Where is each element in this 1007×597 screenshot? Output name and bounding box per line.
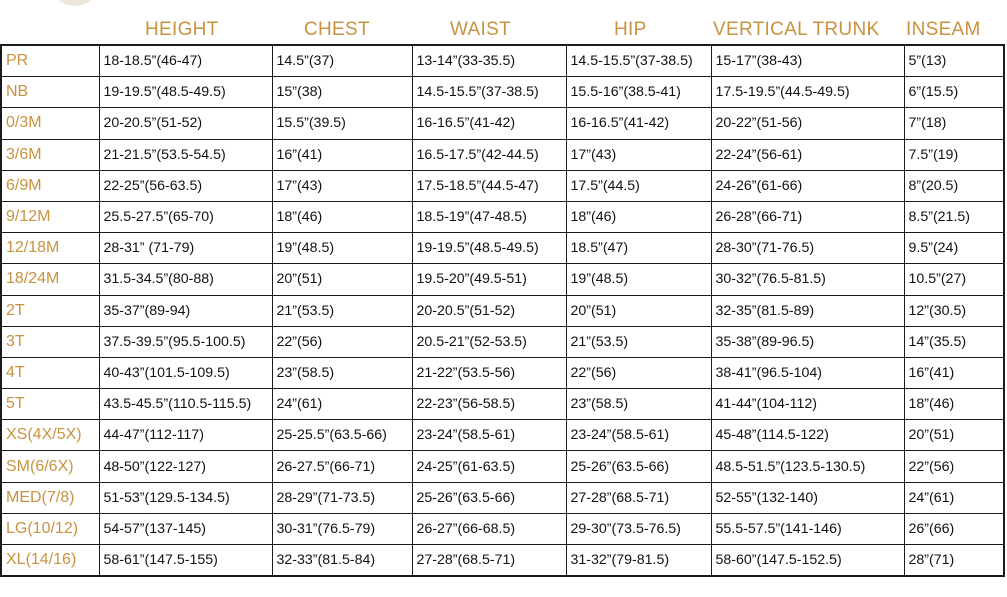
size-label: 2T [1, 295, 99, 326]
cell-waist: 14.5-15.5”(37-38.5) [412, 77, 566, 108]
cell-vertical-trunk: 48.5-51.5”(123.5-130.5) [711, 451, 904, 482]
header-height: HEIGHT [145, 19, 219, 40]
header-vertical-trunk: VERTICAL TRUNK [713, 19, 880, 40]
table-row [1, 326, 1004, 357]
table-row [1, 513, 1004, 544]
cell-vertical-trunk: 41-44”(104-112) [711, 389, 904, 420]
cell-chest: 17”(43) [272, 170, 412, 201]
cell-chest: 15.5”(39.5) [272, 108, 412, 139]
cell-waist: 24-25”(61-63.5) [412, 451, 566, 482]
cell-chest: 19”(48.5) [272, 233, 412, 264]
cell-inseam: 6”(15.5) [904, 77, 1004, 108]
cell-inseam: 8.5”(21.5) [904, 201, 1004, 232]
cell-hip: 20”(51) [566, 295, 711, 326]
size-label: XL(14/16) [1, 545, 99, 577]
cell-chest: 30-31”(76.5-79) [272, 513, 412, 544]
cell-vertical-trunk: 35-38”(89-96.5) [711, 326, 904, 357]
cell-chest: 25-25.5”(63.5-66) [272, 420, 412, 451]
table-row [1, 77, 1004, 108]
cell-inseam: 28”(71) [904, 545, 1004, 577]
size-chart [0, 44, 1005, 577]
cell-hip: 18”(46) [566, 201, 711, 232]
table-row [1, 108, 1004, 139]
table-row [1, 420, 1004, 451]
cell-inseam: 20”(51) [904, 420, 1004, 451]
cell-chest: 18”(46) [272, 201, 412, 232]
cell-vertical-trunk: 15-17”(38-43) [711, 45, 904, 77]
cell-waist: 23-24”(58.5-61) [412, 420, 566, 451]
cell-hip: 21”(53.5) [566, 326, 711, 357]
table-row [1, 264, 1004, 295]
size-label: 0/3M [1, 108, 99, 139]
table-row [1, 482, 1004, 513]
cell-chest: 26-27.5”(66-71) [272, 451, 412, 482]
cell-vertical-trunk: 30-32”(76.5-81.5) [711, 264, 904, 295]
cell-height: 58-61”(147.5-155) [99, 545, 272, 577]
cell-height: 51-53”(129.5-134.5) [99, 482, 272, 513]
cell-waist: 16-16.5”(41-42) [412, 108, 566, 139]
cell-hip: 18.5”(47) [566, 233, 711, 264]
cell-vertical-trunk: 22-24”(56-61) [711, 139, 904, 170]
cell-chest: 22”(56) [272, 326, 412, 357]
cell-height: 31.5-34.5”(80-88) [99, 264, 272, 295]
cell-hip: 14.5-15.5”(37-38.5) [566, 45, 711, 77]
cell-chest: 16”(41) [272, 139, 412, 170]
cell-inseam: 10.5”(27) [904, 264, 1004, 295]
table-row [1, 139, 1004, 170]
cell-height: 20-20.5”(51-52) [99, 108, 272, 139]
table-row [1, 233, 1004, 264]
cell-waist: 27-28”(68.5-71) [412, 545, 566, 577]
cell-vertical-trunk: 58-60”(147.5-152.5) [711, 545, 904, 577]
cell-hip: 17”(43) [566, 139, 711, 170]
cell-height: 18-18.5”(46-47) [99, 45, 272, 77]
cell-vertical-trunk: 17.5-19.5”(44.5-49.5) [711, 77, 904, 108]
table-row [1, 357, 1004, 388]
size-label: 5T [1, 389, 99, 420]
cell-height: 35-37”(89-94) [99, 295, 272, 326]
cell-chest: 24”(61) [272, 389, 412, 420]
cell-height: 48-50”(122-127) [99, 451, 272, 482]
cell-vertical-trunk: 32-35”(81.5-89) [711, 295, 904, 326]
header-inseam: INSEAM [906, 19, 981, 40]
table-row [1, 451, 1004, 482]
cell-height: 19-19.5”(48.5-49.5) [99, 77, 272, 108]
cell-hip: 19”(48.5) [566, 264, 711, 295]
cell-inseam: 22”(56) [904, 451, 1004, 482]
cell-hip: 25-26”(63.5-66) [566, 451, 711, 482]
cell-height: 22-25”(56-63.5) [99, 170, 272, 201]
size-label: 6/9M [1, 170, 99, 201]
cell-waist: 22-23”(56-58.5) [412, 389, 566, 420]
cell-chest: 21”(53.5) [272, 295, 412, 326]
cell-hip: 23-24”(58.5-61) [566, 420, 711, 451]
cell-height: 40-43”(101.5-109.5) [99, 357, 272, 388]
size-label: PR [1, 45, 99, 77]
cell-vertical-trunk: 45-48”(114.5-122) [711, 420, 904, 451]
cell-vertical-trunk: 38-41”(96.5-104) [711, 357, 904, 388]
cell-vertical-trunk: 55.5-57.5”(141-146) [711, 513, 904, 544]
size-label: MED(7/8) [1, 482, 99, 513]
size-label: 9/12M [1, 201, 99, 232]
cell-hip: 27-28”(68.5-71) [566, 482, 711, 513]
cell-inseam: 5”(13) [904, 45, 1004, 77]
cell-vertical-trunk: 20-22”(51-56) [711, 108, 904, 139]
cell-height: 28-31” (71-79) [99, 233, 272, 264]
size-label: 3/6M [1, 139, 99, 170]
cell-vertical-trunk: 26-28”(66-71) [711, 201, 904, 232]
cell-inseam: 7.5”(19) [904, 139, 1004, 170]
cell-height: 43.5-45.5”(110.5-115.5) [99, 389, 272, 420]
cell-chest: 14.5”(37) [272, 45, 412, 77]
cell-waist: 21-22”(53.5-56) [412, 357, 566, 388]
size-chart-body [1, 45, 1004, 576]
cell-height: 21-21.5”(53.5-54.5) [99, 139, 272, 170]
cell-inseam: 12”(30.5) [904, 295, 1004, 326]
table-row [1, 389, 1004, 420]
cell-vertical-trunk: 24-26”(61-66) [711, 170, 904, 201]
cell-waist: 17.5-18.5”(44.5-47) [412, 170, 566, 201]
cell-inseam: 9.5”(24) [904, 233, 1004, 264]
cell-hip: 22”(56) [566, 357, 711, 388]
cell-waist: 25-26”(63.5-66) [412, 482, 566, 513]
cell-height: 37.5-39.5”(95.5-100.5) [99, 326, 272, 357]
cell-hip: 23”(58.5) [566, 389, 711, 420]
size-label: 3T [1, 326, 99, 357]
cell-waist: 13-14”(33-35.5) [412, 45, 566, 77]
cell-chest: 23”(58.5) [272, 357, 412, 388]
cell-inseam: 7”(18) [904, 108, 1004, 139]
cell-hip: 16-16.5”(41-42) [566, 108, 711, 139]
table-row [1, 45, 1004, 77]
cell-hip: 15.5-16”(38.5-41) [566, 77, 711, 108]
table-row [1, 170, 1004, 201]
cell-chest: 20”(51) [272, 264, 412, 295]
table-row [1, 201, 1004, 232]
size-chart-table [0, 44, 1005, 577]
cell-hip: 17.5”(44.5) [566, 170, 711, 201]
cell-waist: 20-20.5”(51-52) [412, 295, 566, 326]
cell-hip: 29-30”(73.5-76.5) [566, 513, 711, 544]
cell-waist: 16.5-17.5”(42-44.5) [412, 139, 566, 170]
size-label: 12/18M [1, 233, 99, 264]
header-waist: WAIST [450, 19, 511, 40]
cell-inseam: 14”(35.5) [904, 326, 1004, 357]
cell-vertical-trunk: 28-30”(71-76.5) [711, 233, 904, 264]
header-chest: CHEST [304, 19, 370, 40]
cell-waist: 26-27”(66-68.5) [412, 513, 566, 544]
cell-height: 25.5-27.5”(65-70) [99, 201, 272, 232]
cell-height: 54-57”(137-145) [99, 513, 272, 544]
size-label: LG(10/12) [1, 513, 99, 544]
size-label: 4T [1, 357, 99, 388]
cell-height: 44-47”(112-117) [99, 420, 272, 451]
cell-chest: 28-29”(71-73.5) [272, 482, 412, 513]
cell-inseam: 18”(46) [904, 389, 1004, 420]
cell-waist: 19.5-20”(49.5-51) [412, 264, 566, 295]
size-label: 18/24M [1, 264, 99, 295]
table-row [1, 545, 1004, 577]
size-label: SM(6/6X) [1, 451, 99, 482]
table-row [1, 295, 1004, 326]
cell-waist: 18.5-19”(47-48.5) [412, 201, 566, 232]
cell-chest: 15”(38) [272, 77, 412, 108]
size-label: NB [1, 77, 99, 108]
cell-waist: 20.5-21”(52-53.5) [412, 326, 566, 357]
cell-waist: 19-19.5”(48.5-49.5) [412, 233, 566, 264]
cell-hip: 31-32”(79-81.5) [566, 545, 711, 577]
cell-inseam: 26”(66) [904, 513, 1004, 544]
cell-inseam: 16”(41) [904, 357, 1004, 388]
header-hip: HIP [614, 19, 647, 40]
cell-vertical-trunk: 52-55”(132-140) [711, 482, 904, 513]
column-header-row [0, 0, 1007, 44]
size-label: XS(4X/5X) [1, 420, 99, 451]
cell-inseam: 24”(61) [904, 482, 1004, 513]
cell-chest: 32-33”(81.5-84) [272, 545, 412, 577]
cell-inseam: 8”(20.5) [904, 170, 1004, 201]
